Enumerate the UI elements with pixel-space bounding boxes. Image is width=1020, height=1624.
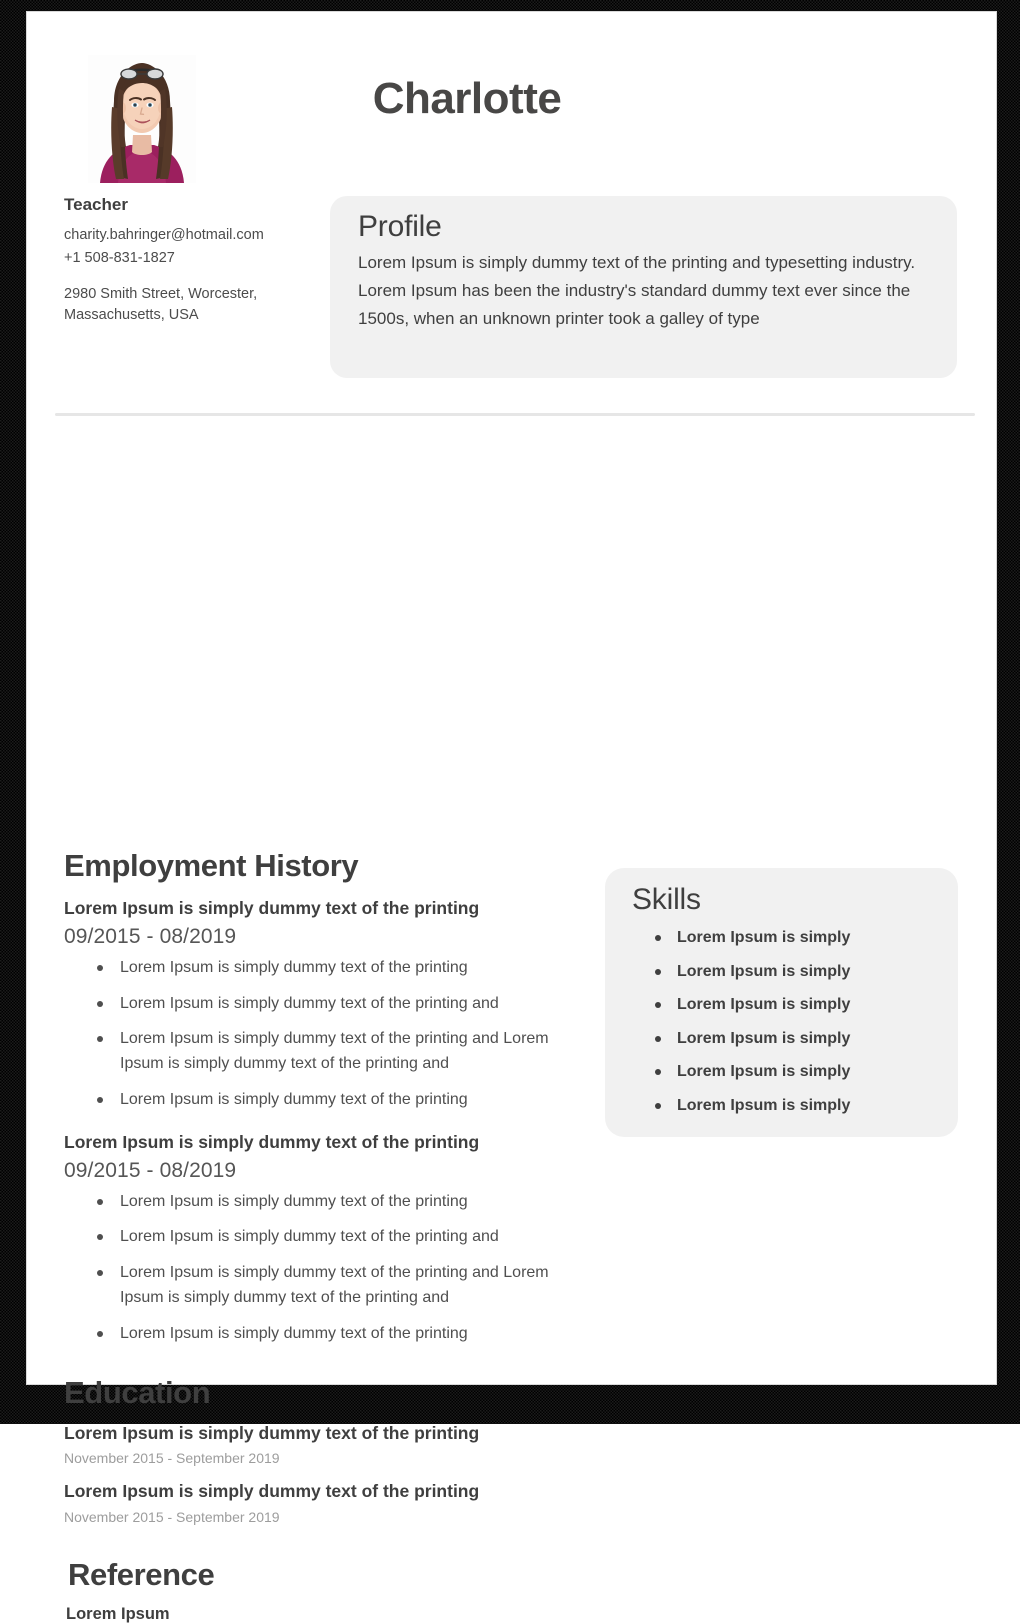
list-item: Lorem Ipsum is simply dummy text of the printing and Lorem Ipsum is simply dummy text of the printing and (64, 1027, 594, 1077)
skills-card (605, 868, 958, 1137)
list-item: Lorem Ipsum is simply (625, 1028, 938, 1050)
employment-entry-title: Lorem Ipsum is simply dummy text of the printing (64, 898, 480, 919)
resume-page (27, 12, 996, 1623)
education-entry-dates: November 2015 - September 2019 (64, 1450, 280, 1467)
list-item: Lorem Ipsum is simply (625, 927, 938, 949)
list-item: Lorem Ipsum is simply dummy text of the printing and (64, 992, 594, 1017)
profile-heading: Profile (358, 210, 442, 243)
skills-list (625, 927, 938, 1117)
phone-text[interactable]: +1 508-831-1827 (64, 250, 175, 267)
education-entry (64, 1480, 594, 1525)
list-item: Lorem Ipsum is simply dummy text of the printing (64, 1322, 594, 1347)
resume-header (27, 12, 996, 412)
list-item: Lorem Ipsum is simply dummy text of the printing and (64, 1225, 594, 1250)
address-text: 2980 Smith Street, Worcester, Massachusetts, USA (64, 285, 258, 323)
main-column (64, 849, 594, 1624)
side-column (605, 868, 958, 1137)
list-item: Lorem Ipsum is simply (625, 994, 938, 1016)
page-title: Charlotte (372, 74, 562, 123)
list-item: Lorem Ipsum is simply dummy text of the printing (64, 956, 594, 981)
reference-name: Lorem Ipsum (66, 1605, 170, 1623)
list-item: Lorem Ipsum is simply (625, 961, 938, 983)
email-text[interactable]: charity.bahringer@hotmail.com (64, 227, 264, 243)
education-heading: Education (64, 1374, 211, 1410)
list-item: Lorem Ipsum is simply dummy text of the printing (64, 1088, 594, 1113)
list-item: Lorem Ipsum is simply (625, 1061, 938, 1083)
education-entry-title: Lorem Ipsum is simply dummy text of the printing (64, 1422, 480, 1443)
education-entry-dates: November 2015 - September 2019 (64, 1508, 280, 1525)
education-entry-title: Lorem Ipsum is simply dummy text of the printing (64, 1481, 480, 1502)
contact-block (64, 195, 334, 325)
avatar (88, 55, 196, 183)
employment-bullet-list (64, 1190, 594, 1347)
list-item: Lorem Ipsum is simply dummy text of the printing (64, 1190, 594, 1215)
list-item: Lorem Ipsum is simply dummy text of the printing and Lorem Ipsum is simply dummy text of the printing and (64, 1261, 594, 1311)
employment-entry (64, 1131, 594, 1347)
list-item: Lorem Ipsum is simply (625, 1095, 938, 1117)
profile-card (330, 196, 957, 378)
employment-entry-dates: 09/2015 - 08/2019 (64, 924, 237, 948)
employment-entry-title: Lorem Ipsum is simply dummy text of the printing (64, 1131, 480, 1152)
employment-bullet-list (64, 956, 594, 1113)
employment-entry (64, 897, 594, 1113)
header-divider (55, 413, 975, 416)
portrait-photo-icon (88, 55, 196, 183)
employment-history-heading: Employment History (64, 848, 359, 883)
employment-entry-dates: 09/2015 - 08/2019 (64, 1158, 237, 1182)
reference-heading: Reference (68, 1556, 215, 1592)
job-title: Teacher (64, 195, 128, 214)
profile-text: Lorem Ipsum is simply dummy text of the printing and typesetting industry. Lorem Ipsum has been the industry's standard dummy text ever since the 1500s, when an unknown printer took a galley of type (358, 253, 916, 328)
skills-heading: Skills (632, 883, 701, 916)
education-entry (64, 1422, 594, 1467)
